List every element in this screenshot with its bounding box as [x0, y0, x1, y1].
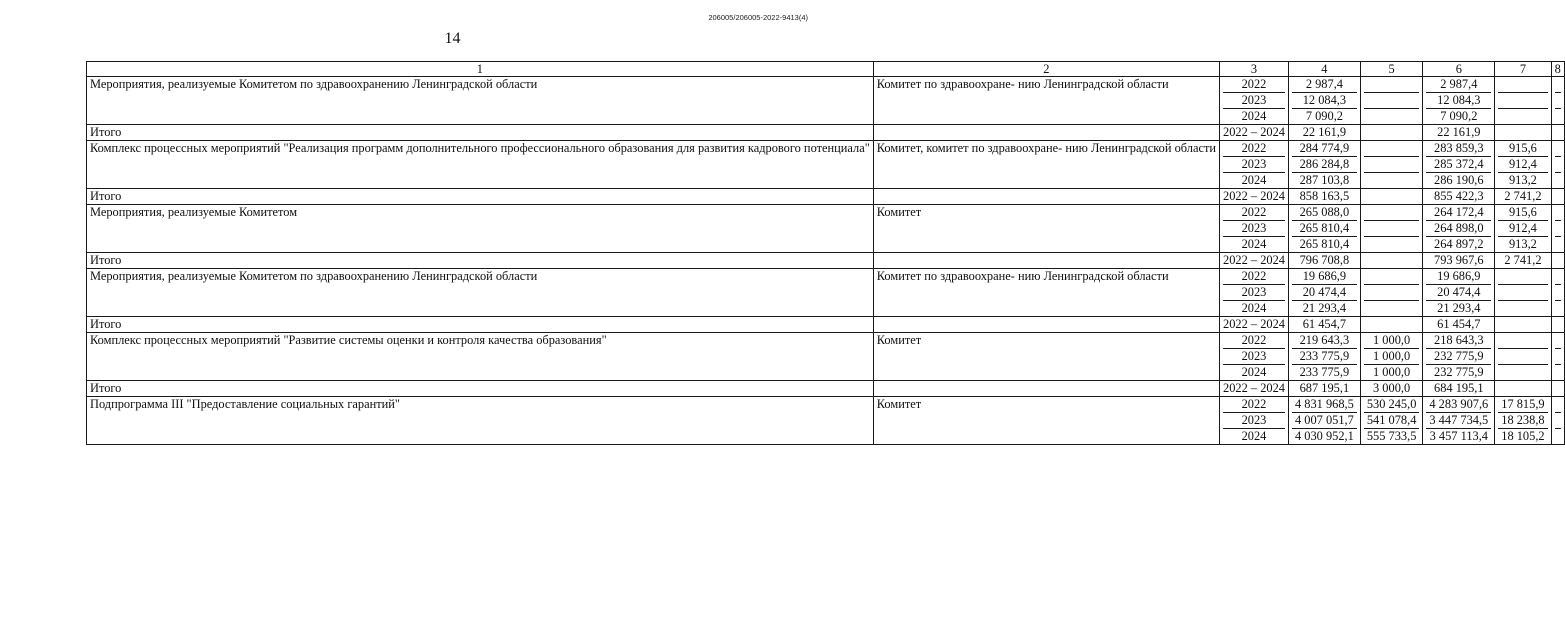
federal-budget-cell [1360, 397, 1423, 445]
total-value: 2 741,2 [1495, 253, 1551, 269]
table-row [87, 397, 1565, 445]
total-value: 61 454,7 [1288, 317, 1360, 333]
local-budget-value [1498, 333, 1547, 348]
local-budget-value [1498, 348, 1547, 364]
column-header: 8 [1551, 62, 1564, 77]
local-budget-value: 915,6 [1508, 205, 1537, 219]
federal-budget-value [1364, 300, 1420, 316]
document-code: 206005/206005-2022-9413(4) [708, 13, 808, 22]
total-value: 3 000,0 [1360, 381, 1423, 397]
regional-budget-value: 12 084,3 [1426, 92, 1491, 108]
other-sources-value [1555, 284, 1561, 300]
local-budget-cell [1495, 141, 1551, 189]
column-header: 1 [87, 62, 874, 77]
other-sources-value [1555, 236, 1561, 252]
total-value: 796 708,8 [1288, 253, 1360, 269]
empty-cell [873, 381, 1219, 397]
total-amount-value: 4 007 051,7 [1292, 412, 1357, 428]
regional-budget-value: 264 172,4 [1434, 205, 1484, 219]
regional-budget-value: 3 457 113,4 [1426, 428, 1491, 444]
regional-budget-value: 3 447 734,5 [1426, 412, 1491, 428]
total-value [1360, 125, 1423, 141]
local-budget-cell [1495, 269, 1551, 317]
table-row [87, 269, 1565, 317]
regional-budget-value: 2 987,4 [1440, 77, 1478, 91]
federal-budget-cell [1360, 333, 1423, 381]
local-budget-value [1498, 269, 1547, 284]
year-value: 2022 [1241, 141, 1267, 155]
column-header: 2 [873, 62, 1219, 77]
year-value: 2022 [1241, 397, 1267, 411]
total-label: Итого [87, 381, 874, 397]
local-budget-value: 913,2 [1498, 236, 1547, 252]
year-cell [1220, 269, 1289, 317]
regional-budget-cell [1423, 397, 1495, 445]
year-value: 2022 [1241, 205, 1267, 219]
total-value: 22 161,9 [1288, 125, 1360, 141]
other-sources-value [1555, 333, 1561, 348]
federal-budget-value: 1 000,0 [1373, 333, 1411, 347]
total-row [87, 189, 1565, 205]
total-years: 2022 – 2024 [1220, 189, 1289, 205]
total-value [1551, 189, 1564, 205]
year-value: 2023 [1223, 220, 1285, 236]
federal-budget-cell [1360, 141, 1423, 189]
total-amount-value: 219 643,3 [1299, 333, 1350, 347]
total-label: Итого [87, 125, 874, 141]
executor-cell: Комитет по здравоохране- нию Ленинградской области [873, 77, 1219, 125]
total-row [87, 317, 1565, 333]
local-budget-value [1498, 77, 1547, 92]
total-years: 2022 – 2024 [1220, 381, 1289, 397]
regional-budget-cell [1423, 141, 1495, 189]
total-amount-value: 21 293,4 [1292, 300, 1357, 316]
total-amount-value: 284 774,9 [1299, 141, 1350, 155]
year-value: 2024 [1223, 300, 1285, 316]
column-header: 7 [1495, 62, 1551, 77]
total-amount-value: 12 084,3 [1292, 92, 1357, 108]
total-amount-value: 286 284,8 [1292, 156, 1357, 172]
total-value [1551, 253, 1564, 269]
local-budget-value [1498, 364, 1547, 380]
total-amount-value: 287 103,8 [1292, 172, 1357, 188]
local-budget-value: 18 105,2 [1498, 428, 1547, 444]
other-sources-cell [1551, 333, 1564, 381]
regional-budget-value: 4 283 907,6 [1429, 397, 1489, 411]
regional-budget-value: 264 897,2 [1426, 236, 1491, 252]
total-amount-cell [1288, 397, 1360, 445]
empty-cell [873, 317, 1219, 333]
total-amount-cell [1288, 141, 1360, 189]
federal-budget-value [1364, 77, 1420, 92]
total-value: 687 195,1 [1288, 381, 1360, 397]
regional-budget-value: 264 898,0 [1426, 220, 1491, 236]
year-value: 2023 [1223, 348, 1285, 364]
local-budget-cell [1495, 333, 1551, 381]
local-budget-value [1498, 284, 1547, 300]
total-row [87, 125, 1565, 141]
total-value: 855 422,3 [1423, 189, 1495, 205]
regional-budget-cell [1423, 205, 1495, 253]
year-cell [1220, 397, 1289, 445]
regional-budget-value: 218 643,3 [1434, 333, 1484, 347]
column-header: 3 [1220, 62, 1289, 77]
local-budget-value: 17 815,9 [1501, 397, 1545, 411]
total-value [1495, 381, 1551, 397]
federal-budget-value: 541 078,4 [1364, 412, 1420, 428]
activity-name-cell: Мероприятия, реализуемые Комитетом [87, 205, 874, 253]
activity-name-cell: Подпрограмма III "Предоставление социальных гарантий" [87, 397, 874, 445]
year-cell [1220, 205, 1289, 253]
total-amount-cell [1288, 77, 1360, 125]
year-value: 2022 [1241, 77, 1267, 91]
local-budget-value [1498, 300, 1547, 316]
year-cell [1220, 333, 1289, 381]
total-label: Итого [87, 189, 874, 205]
empty-cell [873, 189, 1219, 205]
table-row [87, 77, 1565, 125]
other-sources-cell [1551, 269, 1564, 317]
local-budget-value [1498, 108, 1547, 124]
executor-cell: Комитет, комитет по здравоохране- нию Ленинградской области [873, 141, 1219, 189]
table-row [87, 333, 1565, 381]
total-years: 2022 – 2024 [1220, 125, 1289, 141]
year-value: 2024 [1223, 428, 1285, 444]
total-amount-value: 4 831 968,5 [1294, 397, 1354, 411]
local-budget-cell [1495, 397, 1551, 445]
page-number: 14 [444, 30, 461, 47]
year-value: 2024 [1223, 236, 1285, 252]
local-budget-value: 913,2 [1498, 172, 1547, 188]
regional-budget-value: 285 372,4 [1426, 156, 1491, 172]
local-budget-value: 18 238,8 [1498, 412, 1547, 428]
year-value: 2023 [1223, 92, 1285, 108]
regional-budget-cell [1423, 333, 1495, 381]
executor-cell: Комитет [873, 205, 1219, 253]
year-value: 2024 [1223, 172, 1285, 188]
executor-cell: Комитет [873, 397, 1219, 445]
federal-budget-value: 1 000,0 [1364, 348, 1420, 364]
empty-cell [873, 253, 1219, 269]
other-sources-value [1555, 428, 1561, 444]
other-sources-value [1555, 348, 1561, 364]
federal-budget-value: 555 733,5 [1364, 428, 1420, 444]
regional-budget-cell [1423, 77, 1495, 125]
total-amount-value: 20 474,4 [1292, 284, 1357, 300]
federal-budget-cell [1360, 77, 1423, 125]
total-value [1360, 253, 1423, 269]
federal-budget-value [1364, 92, 1420, 108]
regional-budget-value: 286 190,6 [1426, 172, 1491, 188]
regional-budget-value: 21 293,4 [1426, 300, 1491, 316]
executor-cell: Комитет по здравоохране- нию Ленинградской области [873, 269, 1219, 317]
total-amount-value: 265 810,4 [1292, 236, 1357, 252]
year-value: 2024 [1223, 108, 1285, 124]
local-budget-value: 915,6 [1508, 141, 1537, 155]
local-budget-value [1498, 92, 1547, 108]
year-cell [1220, 77, 1289, 125]
total-amount-value: 2 987,4 [1305, 77, 1343, 91]
regional-budget-cell [1423, 269, 1495, 317]
other-sources-cell [1551, 77, 1564, 125]
total-amount-cell [1288, 269, 1360, 317]
year-cell [1220, 141, 1289, 189]
total-years: 2022 – 2024 [1220, 253, 1289, 269]
activity-name-cell: Комплекс процессных мероприятий "Реализация программ дополнительного профессионального образования для развития кадрового потенциала" [87, 141, 874, 189]
total-amount-value: 233 775,9 [1292, 364, 1357, 380]
federal-budget-value [1364, 108, 1420, 124]
local-budget-cell [1495, 77, 1551, 125]
federal-budget-value [1364, 220, 1420, 236]
column-header: 4 [1288, 62, 1360, 77]
activity-name-cell: Комплекс процессных мероприятий "Развитие системы оценки и контроля качества образования" [87, 333, 874, 381]
other-sources-value [1555, 364, 1561, 380]
total-label: Итого [87, 253, 874, 269]
budget-table [86, 61, 1565, 445]
table-row [87, 141, 1565, 189]
regional-budget-value: 232 775,9 [1426, 364, 1491, 380]
other-sources-value [1555, 156, 1561, 172]
other-sources-value [1555, 92, 1561, 108]
other-sources-cell [1551, 205, 1564, 253]
other-sources-value [1555, 77, 1561, 92]
total-value: 22 161,9 [1423, 125, 1495, 141]
year-value: 2023 [1223, 156, 1285, 172]
federal-budget-value [1364, 141, 1420, 156]
federal-budget-cell [1360, 205, 1423, 253]
local-budget-value: 912,4 [1498, 220, 1547, 236]
regional-budget-value: 283 859,3 [1434, 141, 1484, 155]
total-value [1551, 125, 1564, 141]
local-budget-value: 912,4 [1498, 156, 1547, 172]
column-number-row [87, 62, 1565, 77]
other-sources-cell [1551, 141, 1564, 189]
year-value: 2022 [1241, 269, 1267, 283]
total-label: Итого [87, 317, 874, 333]
total-amount-value: 7 090,2 [1292, 108, 1357, 124]
column-header: 5 [1360, 62, 1423, 77]
total-row [87, 381, 1565, 397]
federal-budget-cell [1360, 269, 1423, 317]
activity-name-cell: Мероприятия, реализуемые Комитетом по здравоохранению Ленинградской области [87, 77, 874, 125]
total-value: 793 967,6 [1423, 253, 1495, 269]
other-sources-value [1555, 412, 1561, 428]
total-value [1551, 381, 1564, 397]
total-value [1360, 189, 1423, 205]
year-value: 2023 [1223, 412, 1285, 428]
column-header: 6 [1423, 62, 1495, 77]
other-sources-value [1555, 141, 1561, 156]
total-value: 684 195,1 [1423, 381, 1495, 397]
federal-budget-value [1364, 205, 1420, 220]
other-sources-value [1555, 108, 1561, 124]
year-value: 2023 [1223, 284, 1285, 300]
local-budget-cell [1495, 205, 1551, 253]
federal-budget-value [1364, 284, 1420, 300]
total-row [87, 253, 1565, 269]
total-value [1551, 317, 1564, 333]
year-value: 2022 [1241, 333, 1267, 347]
other-sources-value [1555, 220, 1561, 236]
federal-budget-value: 530 245,0 [1366, 397, 1417, 411]
total-amount-value: 19 686,9 [1302, 269, 1347, 283]
regional-budget-value: 232 775,9 [1426, 348, 1491, 364]
table-row [87, 205, 1565, 253]
year-value: 2024 [1223, 364, 1285, 380]
other-sources-value [1555, 300, 1561, 316]
total-value [1495, 125, 1551, 141]
other-sources-value [1555, 172, 1561, 188]
total-amount-value: 233 775,9 [1292, 348, 1357, 364]
regional-budget-value: 19 686,9 [1437, 269, 1481, 283]
other-sources-value [1555, 397, 1561, 412]
activity-name-cell: Мероприятия, реализуемые Комитетом по здравоохранению Ленинградской области [87, 269, 874, 317]
executor-cell: Комитет [873, 333, 1219, 381]
federal-budget-value [1364, 156, 1420, 172]
other-sources-value [1555, 269, 1561, 284]
total-amount-value: 265 810,4 [1292, 220, 1357, 236]
total-value [1360, 317, 1423, 333]
federal-budget-value [1364, 269, 1420, 284]
total-value [1495, 317, 1551, 333]
total-amount-cell [1288, 205, 1360, 253]
other-sources-cell [1551, 397, 1564, 445]
total-amount-value: 4 030 952,1 [1292, 428, 1357, 444]
empty-cell [873, 125, 1219, 141]
regional-budget-value: 20 474,4 [1426, 284, 1491, 300]
total-amount-cell [1288, 333, 1360, 381]
total-value: 2 741,2 [1495, 189, 1551, 205]
total-value: 858 163,5 [1288, 189, 1360, 205]
regional-budget-value: 7 090,2 [1426, 108, 1491, 124]
total-value: 61 454,7 [1423, 317, 1495, 333]
other-sources-value [1555, 205, 1561, 220]
federal-budget-value [1364, 236, 1420, 252]
federal-budget-value [1364, 172, 1420, 188]
total-amount-value: 265 088,0 [1299, 205, 1350, 219]
total-years: 2022 – 2024 [1220, 317, 1289, 333]
federal-budget-value: 1 000,0 [1364, 364, 1420, 380]
